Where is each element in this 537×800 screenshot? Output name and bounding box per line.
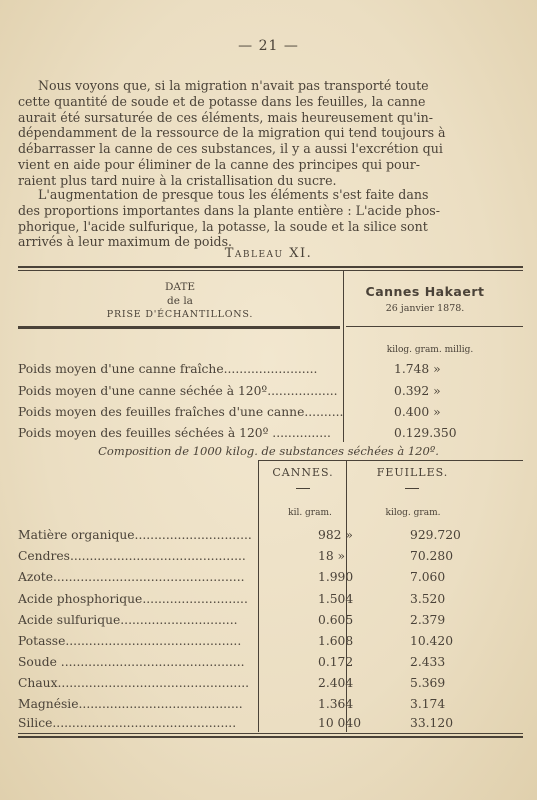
canne-name: Cannes Hakaert [365,284,485,299]
composition-row [18,634,523,654]
text-line: cette quantité de soude et de potasse dans les feuilles, la canne [18,93,426,109]
text-line: arrivés à leur maximum de poids. [18,234,233,250]
row-value: 0.129.350 [394,426,457,440]
row-label: Poids moyen d'une canne fraîche........................ [18,362,318,376]
weights-column-divider [343,358,344,442]
feuilles-value: 2.379 [410,613,446,627]
units-feuilles: kilog. gram. [385,508,441,518]
composition-label: Acide sulfurique.............................. [18,613,238,627]
feuilles-value: 3.174 [410,697,446,711]
composition-label: Matière organique.............................. [18,528,252,542]
feuilles-value: 929.720 [410,528,461,542]
date-header-line: DATE [164,281,196,293]
feuilles-value: 33.120 [410,716,454,730]
cannes-value: 1.504 [318,592,354,606]
row-value: 0.392 » [394,384,441,398]
text-line: phorique, l'acide sulfurique, la potasse, la soude et la silice sont [18,218,428,234]
cannes-value: 18 » [318,549,346,563]
composition-row [18,549,523,569]
cannes-value: 0.172 [318,655,354,669]
table-row [18,362,523,380]
composition-top-rule [258,460,523,461]
cannes-value: 10 040 [318,716,362,730]
table-top-rule-thin [18,270,523,271]
header-bottom-rule-right [346,326,523,327]
composition-row [18,528,523,548]
column-dash [296,488,310,489]
composition-row [18,570,523,590]
text-line: Nous voyons que, si la migration n'avait pas transporté toute [38,78,429,93]
text-line: L'augmentation de presque tous les éléments s'est faite dans [38,187,429,202]
cannes-value: 2.404 [318,676,354,690]
text-line: débarrasser la canne de ces substances, il y a aussi l'excrétion qui [18,141,443,157]
units-cannes: kil. gram. [288,508,332,518]
paragraph-migration [18,78,518,189]
canne-date: 26 janvier 1878. [385,303,465,314]
feuilles-value: 3.520 [410,592,446,606]
table-bottom-rule [18,733,523,734]
feuilles-value: 5.369 [410,676,446,690]
canne-column-header [345,284,505,314]
text-line: raient plus tard nuire à la cristallisation du sucre. [18,172,337,188]
table-title: Tableau XI. [224,246,313,261]
composition-label: Silice............................................... [18,716,237,730]
paragraph-augmentation [18,187,518,250]
feuilles-column-header: FEUILLES. [376,466,449,479]
table-row [18,426,523,444]
composition-label: Cendres............................................. [18,549,246,563]
row-label: Poids moyen des feuilles séchées à 120º ............... [18,426,331,440]
composition-label: Potasse............................................. [18,634,242,648]
composition-label: Azote................................................. [18,570,245,584]
composition-row [18,655,523,675]
cannes-value: 982 » [318,528,353,542]
feuilles-value: 70.280 [410,549,454,563]
date-header-line: PRISE D'ÉCHANTILLONS. [106,309,254,320]
cannes-value: 1.364 [318,697,354,711]
row-label: Poids moyen des feuilles fraîches d'une canne.......... [18,405,344,419]
composition-label: Chaux................................................. [18,676,250,690]
cannes-column-header: CANNES. [272,466,334,479]
feuilles-value: 7.060 [410,570,446,584]
header-bottom-rule [18,326,340,329]
composition-label: Acide phosphorique........................... [18,592,248,606]
units-top: kilog. gram. millig. [386,345,474,355]
feuilles-value: 2.433 [410,655,446,669]
cannes-value: 1.990 [318,570,354,584]
text-line: des proportions importantes dans la plante entière : L'acide phos- [18,202,440,218]
table-row [18,405,523,423]
text-line: aurait été sursaturée de ces éléments, mais heureusement qu'in- [18,109,434,125]
table-row [18,384,523,402]
composition-row [18,676,523,696]
composition-label: Soude ............................................... [18,655,245,669]
column-dash [405,488,419,489]
cannes-value: 1.608 [318,634,354,648]
header-column-divider [343,270,344,358]
table-top-rule [18,266,523,268]
composition-title: Composition de 1000 kilog. de substances séchées à 120º. [98,444,439,458]
row-label: Poids moyen d'une canne séchée à 120º.................. [18,384,338,398]
table-bottom-rule-thick [18,736,523,738]
date-column-header [100,280,260,322]
composition-row [18,613,523,633]
composition-row [18,697,523,717]
text-line: vient en aide pour éliminer de la canne des principes qui pour- [18,156,421,172]
cannes-value: 0.605 [318,613,354,627]
text-line: dépendamment de la ressource de la migration qui tend toujours à [18,125,446,141]
row-value: 1.748 » [394,362,441,376]
date-header-line: de la [167,295,193,307]
composition-row [18,592,523,612]
page-number: — 21 — [238,38,299,54]
row-value: 0.400 » [394,405,441,419]
feuilles-value: 10.420 [410,634,454,648]
composition-label: Magnésie.......................................... [18,697,243,711]
